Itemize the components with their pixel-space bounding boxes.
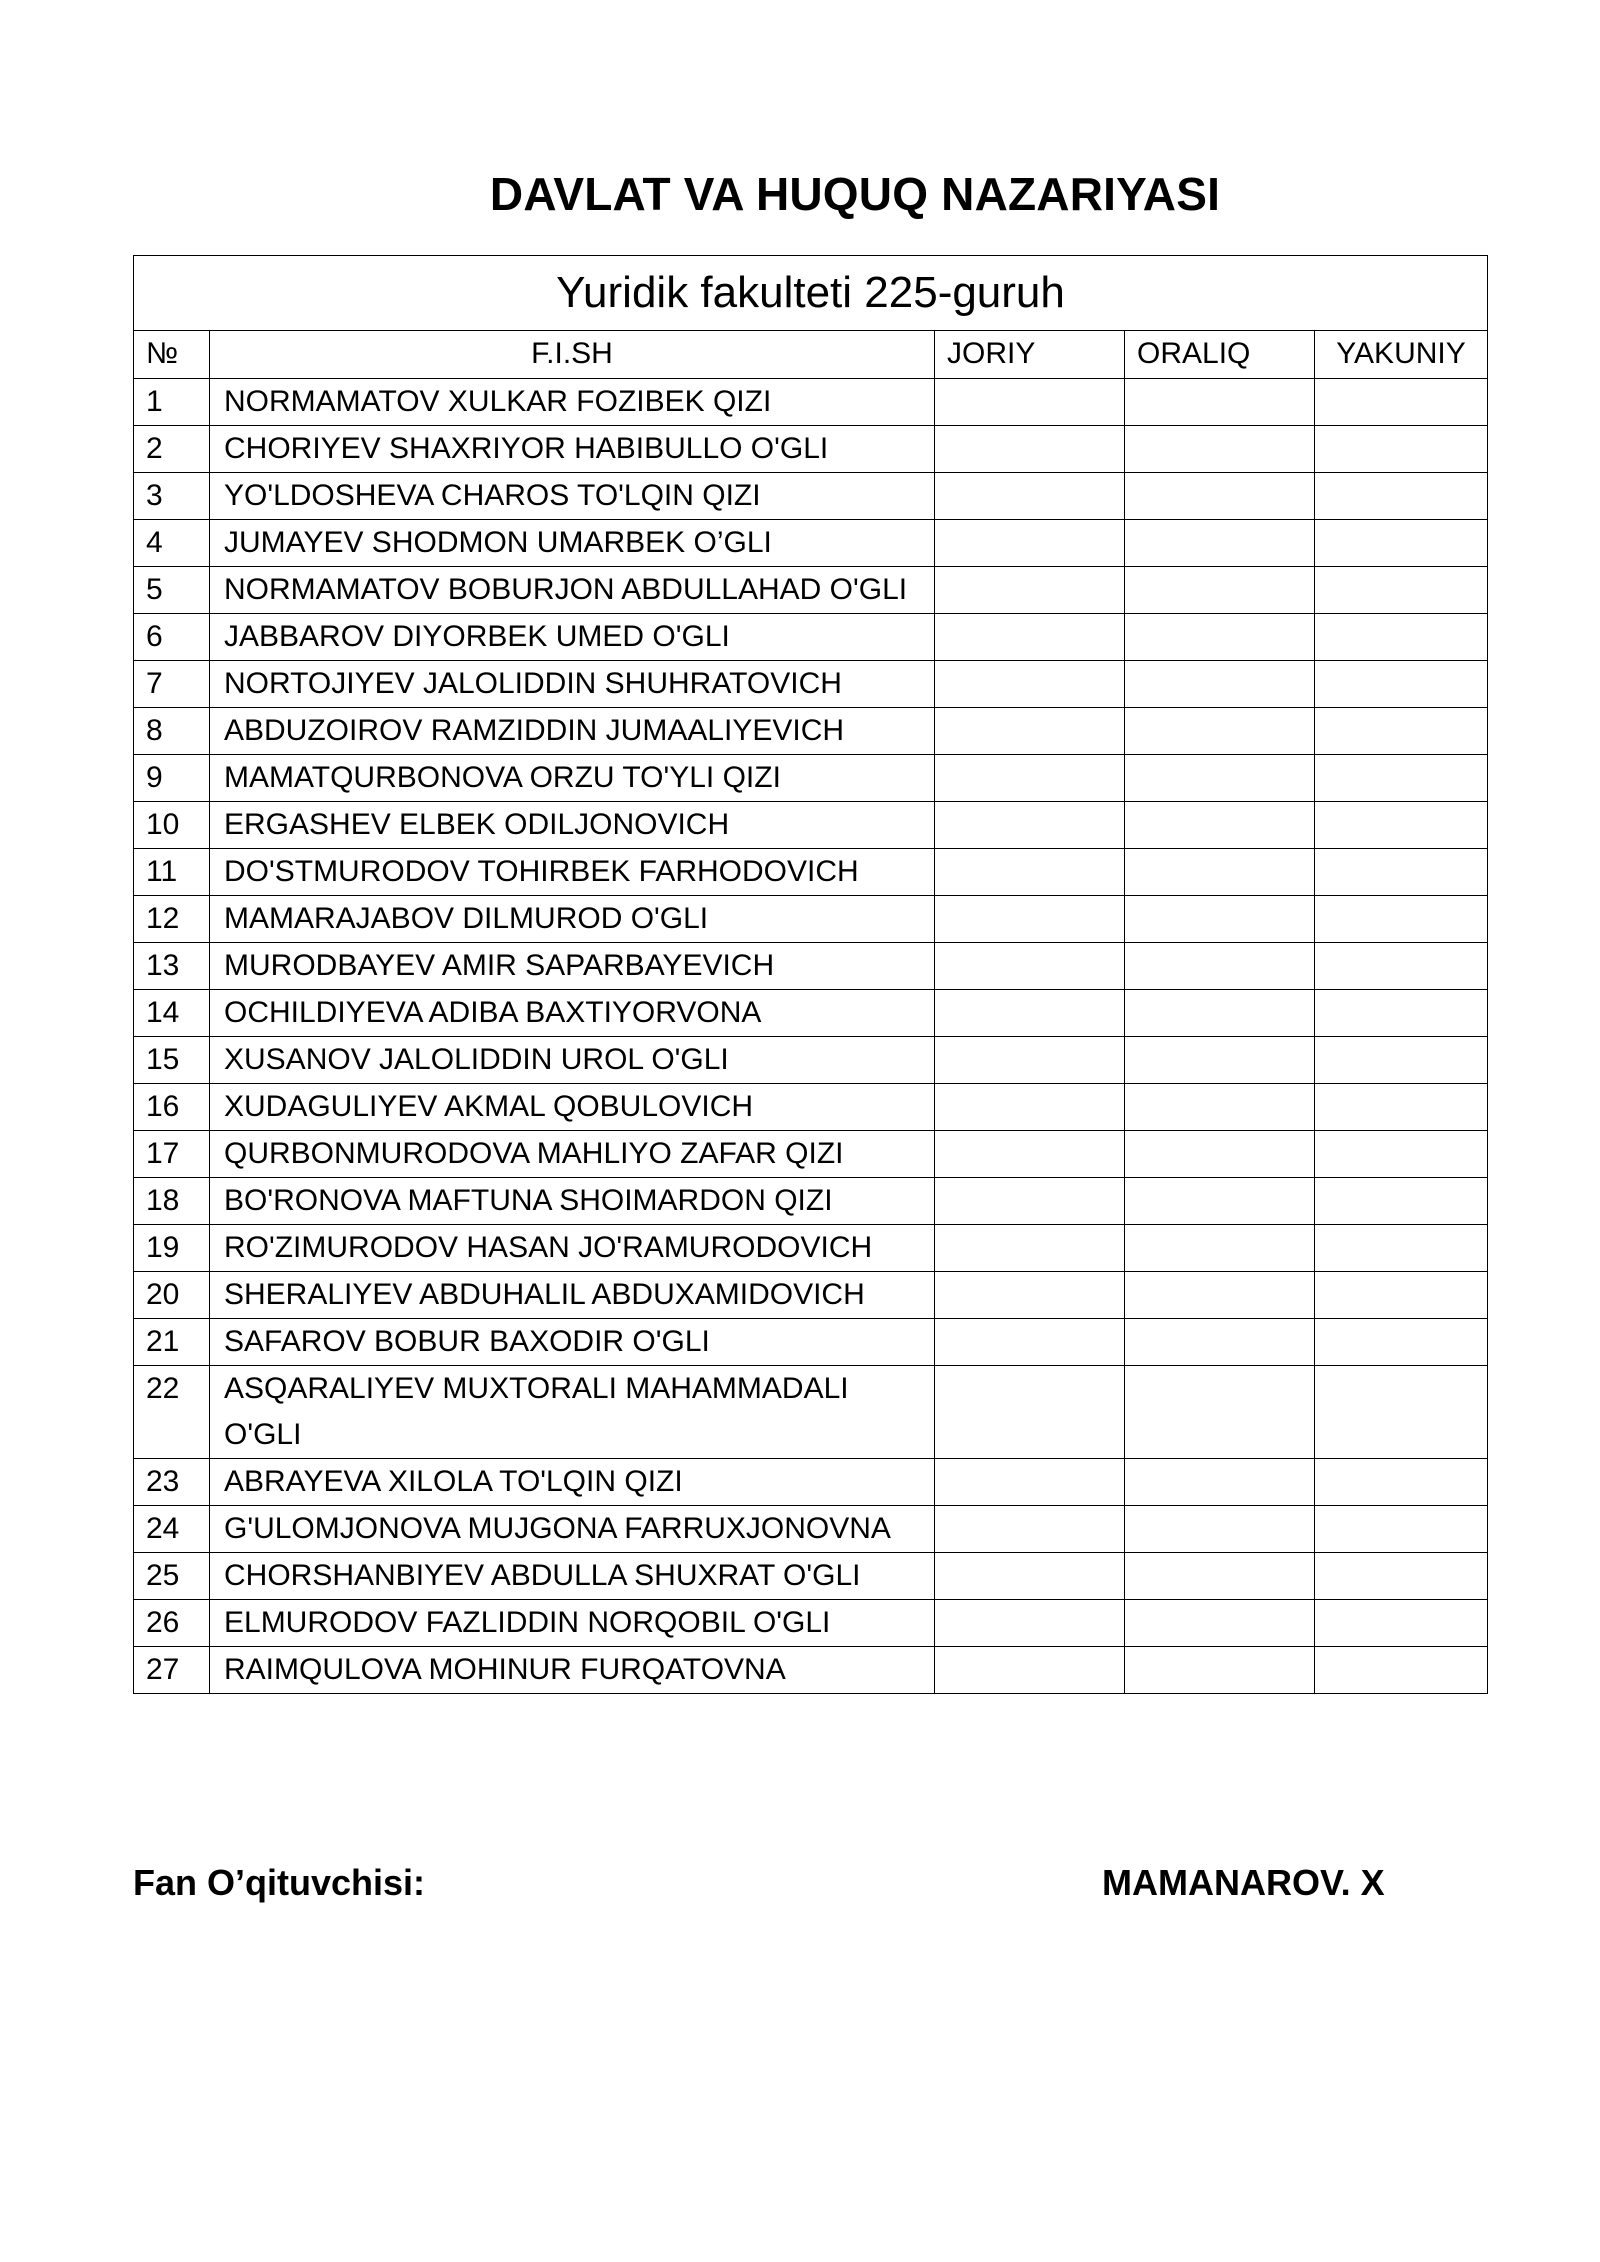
student-name: ASQARALIYEV MUXTORALI MAHAMMADALI O'GLI	[210, 1366, 935, 1459]
row-number: 4	[134, 520, 210, 567]
table-row	[134, 849, 1488, 896]
row-number: 9	[134, 755, 210, 802]
joriy-cell	[935, 1272, 1125, 1319]
student-name: MAMARAJABOV DILMUROD O'GLI	[210, 896, 935, 943]
table-row	[134, 1647, 1488, 1694]
yakuniy-cell	[1315, 1459, 1488, 1506]
table-row	[134, 1037, 1488, 1084]
row-number: 13	[134, 943, 210, 990]
joriy-cell	[935, 520, 1125, 567]
oraliq-cell	[1125, 1647, 1315, 1694]
student-name: RO'ZIMURODOV HASAN JO'RAMURODOVICH	[210, 1225, 935, 1272]
row-number: 20	[134, 1272, 210, 1319]
row-number: 17	[134, 1131, 210, 1178]
table-header-row	[134, 331, 1488, 379]
header-joriy: JORIY	[935, 331, 1125, 379]
teacher-name: MAMANAROV. X	[1102, 1862, 1385, 1903]
yakuniy-cell	[1315, 520, 1488, 567]
student-name: OCHILDIYEVA ADIBA BAXTIYORVONA	[210, 990, 935, 1037]
student-name: JABBAROV DIYORBEK UMED O'GLI	[210, 614, 935, 661]
yakuniy-cell	[1315, 802, 1488, 849]
joriy-cell	[935, 1037, 1125, 1084]
oraliq-cell	[1125, 896, 1315, 943]
table-row	[134, 755, 1488, 802]
table-row	[134, 1272, 1488, 1319]
oraliq-cell	[1125, 1600, 1315, 1647]
joriy-cell	[935, 614, 1125, 661]
student-name: MAMATQURBONOVA ORZU TO'YLI QIZI	[210, 755, 935, 802]
header-oraliq: ORALIQ	[1125, 331, 1315, 379]
joriy-cell	[935, 661, 1125, 708]
oraliq-cell	[1125, 1366, 1315, 1459]
table-row	[134, 379, 1488, 426]
oraliq-cell	[1125, 1319, 1315, 1366]
yakuniy-cell	[1315, 1178, 1488, 1225]
oraliq-cell	[1125, 520, 1315, 567]
yakuniy-cell	[1315, 379, 1488, 426]
oraliq-cell	[1125, 614, 1315, 661]
yakuniy-cell	[1315, 614, 1488, 661]
joriy-cell	[935, 426, 1125, 473]
group-caption: Yuridik fakulteti 225-guruh	[134, 256, 1488, 331]
table-row	[134, 708, 1488, 755]
group-caption-row	[134, 256, 1488, 331]
row-number: 1	[134, 379, 210, 426]
joriy-cell	[935, 943, 1125, 990]
table-row	[134, 1084, 1488, 1131]
student-name: NORMAMATOV XULKAR FOZIBEK QIZI	[210, 379, 935, 426]
yakuniy-cell	[1315, 1506, 1488, 1553]
table-row	[134, 661, 1488, 708]
oraliq-cell	[1125, 1225, 1315, 1272]
student-name: SHERALIYEV ABDUHALIL ABDUXAMIDOVICH	[210, 1272, 935, 1319]
student-name: DO'STMURODOV TOHIRBEK FARHODOVICH	[210, 849, 935, 896]
table-row	[134, 567, 1488, 614]
joriy-cell	[935, 849, 1125, 896]
table-row	[134, 1600, 1488, 1647]
yakuniy-cell	[1315, 1131, 1488, 1178]
header-full-name: F.I.SH	[210, 331, 935, 379]
oraliq-cell	[1125, 1131, 1315, 1178]
yakuniy-cell	[1315, 708, 1488, 755]
student-name: CHORSHANBIYEV ABDULLA SHUXRAT O'GLI	[210, 1553, 935, 1600]
row-number: 23	[134, 1459, 210, 1506]
yakuniy-cell	[1315, 1647, 1488, 1694]
row-number: 22	[134, 1366, 210, 1459]
yakuniy-cell	[1315, 1037, 1488, 1084]
teacher-label: Fan O’qituvchisi:	[133, 1862, 426, 1903]
student-name: ABRAYEVA XILOLA TO'LQIN QIZI	[210, 1459, 935, 1506]
table-row	[134, 614, 1488, 661]
row-number: 18	[134, 1178, 210, 1225]
header-number: №	[134, 331, 210, 379]
row-number: 5	[134, 567, 210, 614]
joriy-cell	[935, 755, 1125, 802]
student-name: ABDUZOIROV RAMZIDDIN JUMAALIYEVICH	[210, 708, 935, 755]
joriy-cell	[935, 896, 1125, 943]
oraliq-cell	[1125, 990, 1315, 1037]
student-name: NORTOJIYEV JALOLIDDIN SHUHRATOVICH	[210, 661, 935, 708]
oraliq-cell	[1125, 1084, 1315, 1131]
row-number: 16	[134, 1084, 210, 1131]
row-number: 12	[134, 896, 210, 943]
oraliq-cell	[1125, 1553, 1315, 1600]
student-name: ERGASHEV ELBEK ODILJONOVICH	[210, 802, 935, 849]
yakuniy-cell	[1315, 1553, 1488, 1600]
table-row	[134, 990, 1488, 1037]
oraliq-cell	[1125, 1037, 1315, 1084]
oraliq-cell	[1125, 943, 1315, 990]
oraliq-cell	[1125, 379, 1315, 426]
table-row	[134, 520, 1488, 567]
row-number: 19	[134, 1225, 210, 1272]
table-row	[134, 1319, 1488, 1366]
joriy-cell	[935, 990, 1125, 1037]
yakuniy-cell	[1315, 426, 1488, 473]
joriy-cell	[935, 1084, 1125, 1131]
yakuniy-cell	[1315, 1084, 1488, 1131]
row-number: 27	[134, 1647, 210, 1694]
row-number: 2	[134, 426, 210, 473]
table-row	[134, 1178, 1488, 1225]
joriy-cell	[935, 1553, 1125, 1600]
yakuniy-cell	[1315, 755, 1488, 802]
document-title: DAVLAT VA HUQUQ NAZARIYASI	[489, 168, 1221, 220]
yakuniy-cell	[1315, 1600, 1488, 1647]
yakuniy-cell	[1315, 896, 1488, 943]
table-row	[134, 802, 1488, 849]
joriy-cell	[935, 1225, 1125, 1272]
table-row	[134, 426, 1488, 473]
row-number: 3	[134, 473, 210, 520]
header-yakuniy: YAKUNIY	[1315, 331, 1488, 379]
row-number: 25	[134, 1553, 210, 1600]
joriy-cell	[935, 1178, 1125, 1225]
row-number: 10	[134, 802, 210, 849]
row-number: 15	[134, 1037, 210, 1084]
table-row	[134, 1506, 1488, 1553]
joriy-cell	[935, 1366, 1125, 1459]
yakuniy-cell	[1315, 1272, 1488, 1319]
yakuniy-cell	[1315, 1366, 1488, 1459]
joriy-cell	[935, 802, 1125, 849]
joriy-cell	[935, 1131, 1125, 1178]
yakuniy-cell	[1315, 567, 1488, 614]
row-number: 26	[134, 1600, 210, 1647]
student-name: BO'RONOVA MAFTUNA SHOIMARDON QIZI	[210, 1178, 935, 1225]
joriy-cell	[935, 1647, 1125, 1694]
oraliq-cell	[1125, 1272, 1315, 1319]
student-name: YO'LDOSHEVA CHAROS TO'LQIN QIZI	[210, 473, 935, 520]
oraliq-cell	[1125, 661, 1315, 708]
table-row	[134, 473, 1488, 520]
student-roster-table	[133, 255, 1488, 1694]
oraliq-cell	[1125, 1459, 1315, 1506]
table-row	[134, 1366, 1488, 1459]
yakuniy-cell	[1315, 473, 1488, 520]
oraliq-cell	[1125, 1506, 1315, 1553]
joriy-cell	[935, 1459, 1125, 1506]
student-name: XUSANOV JALOLIDDIN UROL O'GLI	[210, 1037, 935, 1084]
oraliq-cell	[1125, 849, 1315, 896]
row-number: 21	[134, 1319, 210, 1366]
joriy-cell	[935, 1600, 1125, 1647]
student-name: CHORIYEV SHAXRIYOR HABIBULLO O'GLI	[210, 426, 935, 473]
oraliq-cell	[1125, 755, 1315, 802]
yakuniy-cell	[1315, 990, 1488, 1037]
yakuniy-cell	[1315, 849, 1488, 896]
row-number: 6	[134, 614, 210, 661]
table-row	[134, 1459, 1488, 1506]
student-name: NORMAMATOV BOBURJON ABDULLAHAD O'GLI	[210, 567, 935, 614]
yakuniy-cell	[1315, 943, 1488, 990]
joriy-cell	[935, 567, 1125, 614]
yakuniy-cell	[1315, 1225, 1488, 1272]
student-name: QURBONMURODOVA MAHLIYO ZAFAR QIZI	[210, 1131, 935, 1178]
oraliq-cell	[1125, 708, 1315, 755]
table-row	[134, 1131, 1488, 1178]
row-number: 24	[134, 1506, 210, 1553]
row-number: 11	[134, 849, 210, 896]
table-row	[134, 1553, 1488, 1600]
student-name: JUMAYEV SHODMON UMARBEK O’GLI	[210, 520, 935, 567]
joriy-cell	[935, 473, 1125, 520]
student-name: SAFAROV BOBUR BAXODIR O'GLI	[210, 1319, 935, 1366]
oraliq-cell	[1125, 802, 1315, 849]
table-row	[134, 943, 1488, 990]
student-name: XUDAGULIYEV AKMAL QOBULOVICH	[210, 1084, 935, 1131]
oraliq-cell	[1125, 473, 1315, 520]
joriy-cell	[935, 379, 1125, 426]
row-number: 14	[134, 990, 210, 1037]
student-name: RAIMQULOVA MOHINUR FURQATOVNA	[210, 1647, 935, 1694]
oraliq-cell	[1125, 567, 1315, 614]
student-name: MURODBAYEV AMIR SAPARBAYEVICH	[210, 943, 935, 990]
joriy-cell	[935, 1506, 1125, 1553]
oraliq-cell	[1125, 426, 1315, 473]
table-row	[134, 896, 1488, 943]
oraliq-cell	[1125, 1178, 1315, 1225]
joriy-cell	[935, 708, 1125, 755]
student-name: ELMURODOV FAZLIDDIN NORQOBIL O'GLI	[210, 1600, 935, 1647]
table-row	[134, 1225, 1488, 1272]
yakuniy-cell	[1315, 661, 1488, 708]
yakuniy-cell	[1315, 1319, 1488, 1366]
row-number: 8	[134, 708, 210, 755]
joriy-cell	[935, 1319, 1125, 1366]
student-name: G'ULOMJONOVA MUJGONA FARRUXJONOVNA	[210, 1506, 935, 1553]
row-number: 7	[134, 661, 210, 708]
